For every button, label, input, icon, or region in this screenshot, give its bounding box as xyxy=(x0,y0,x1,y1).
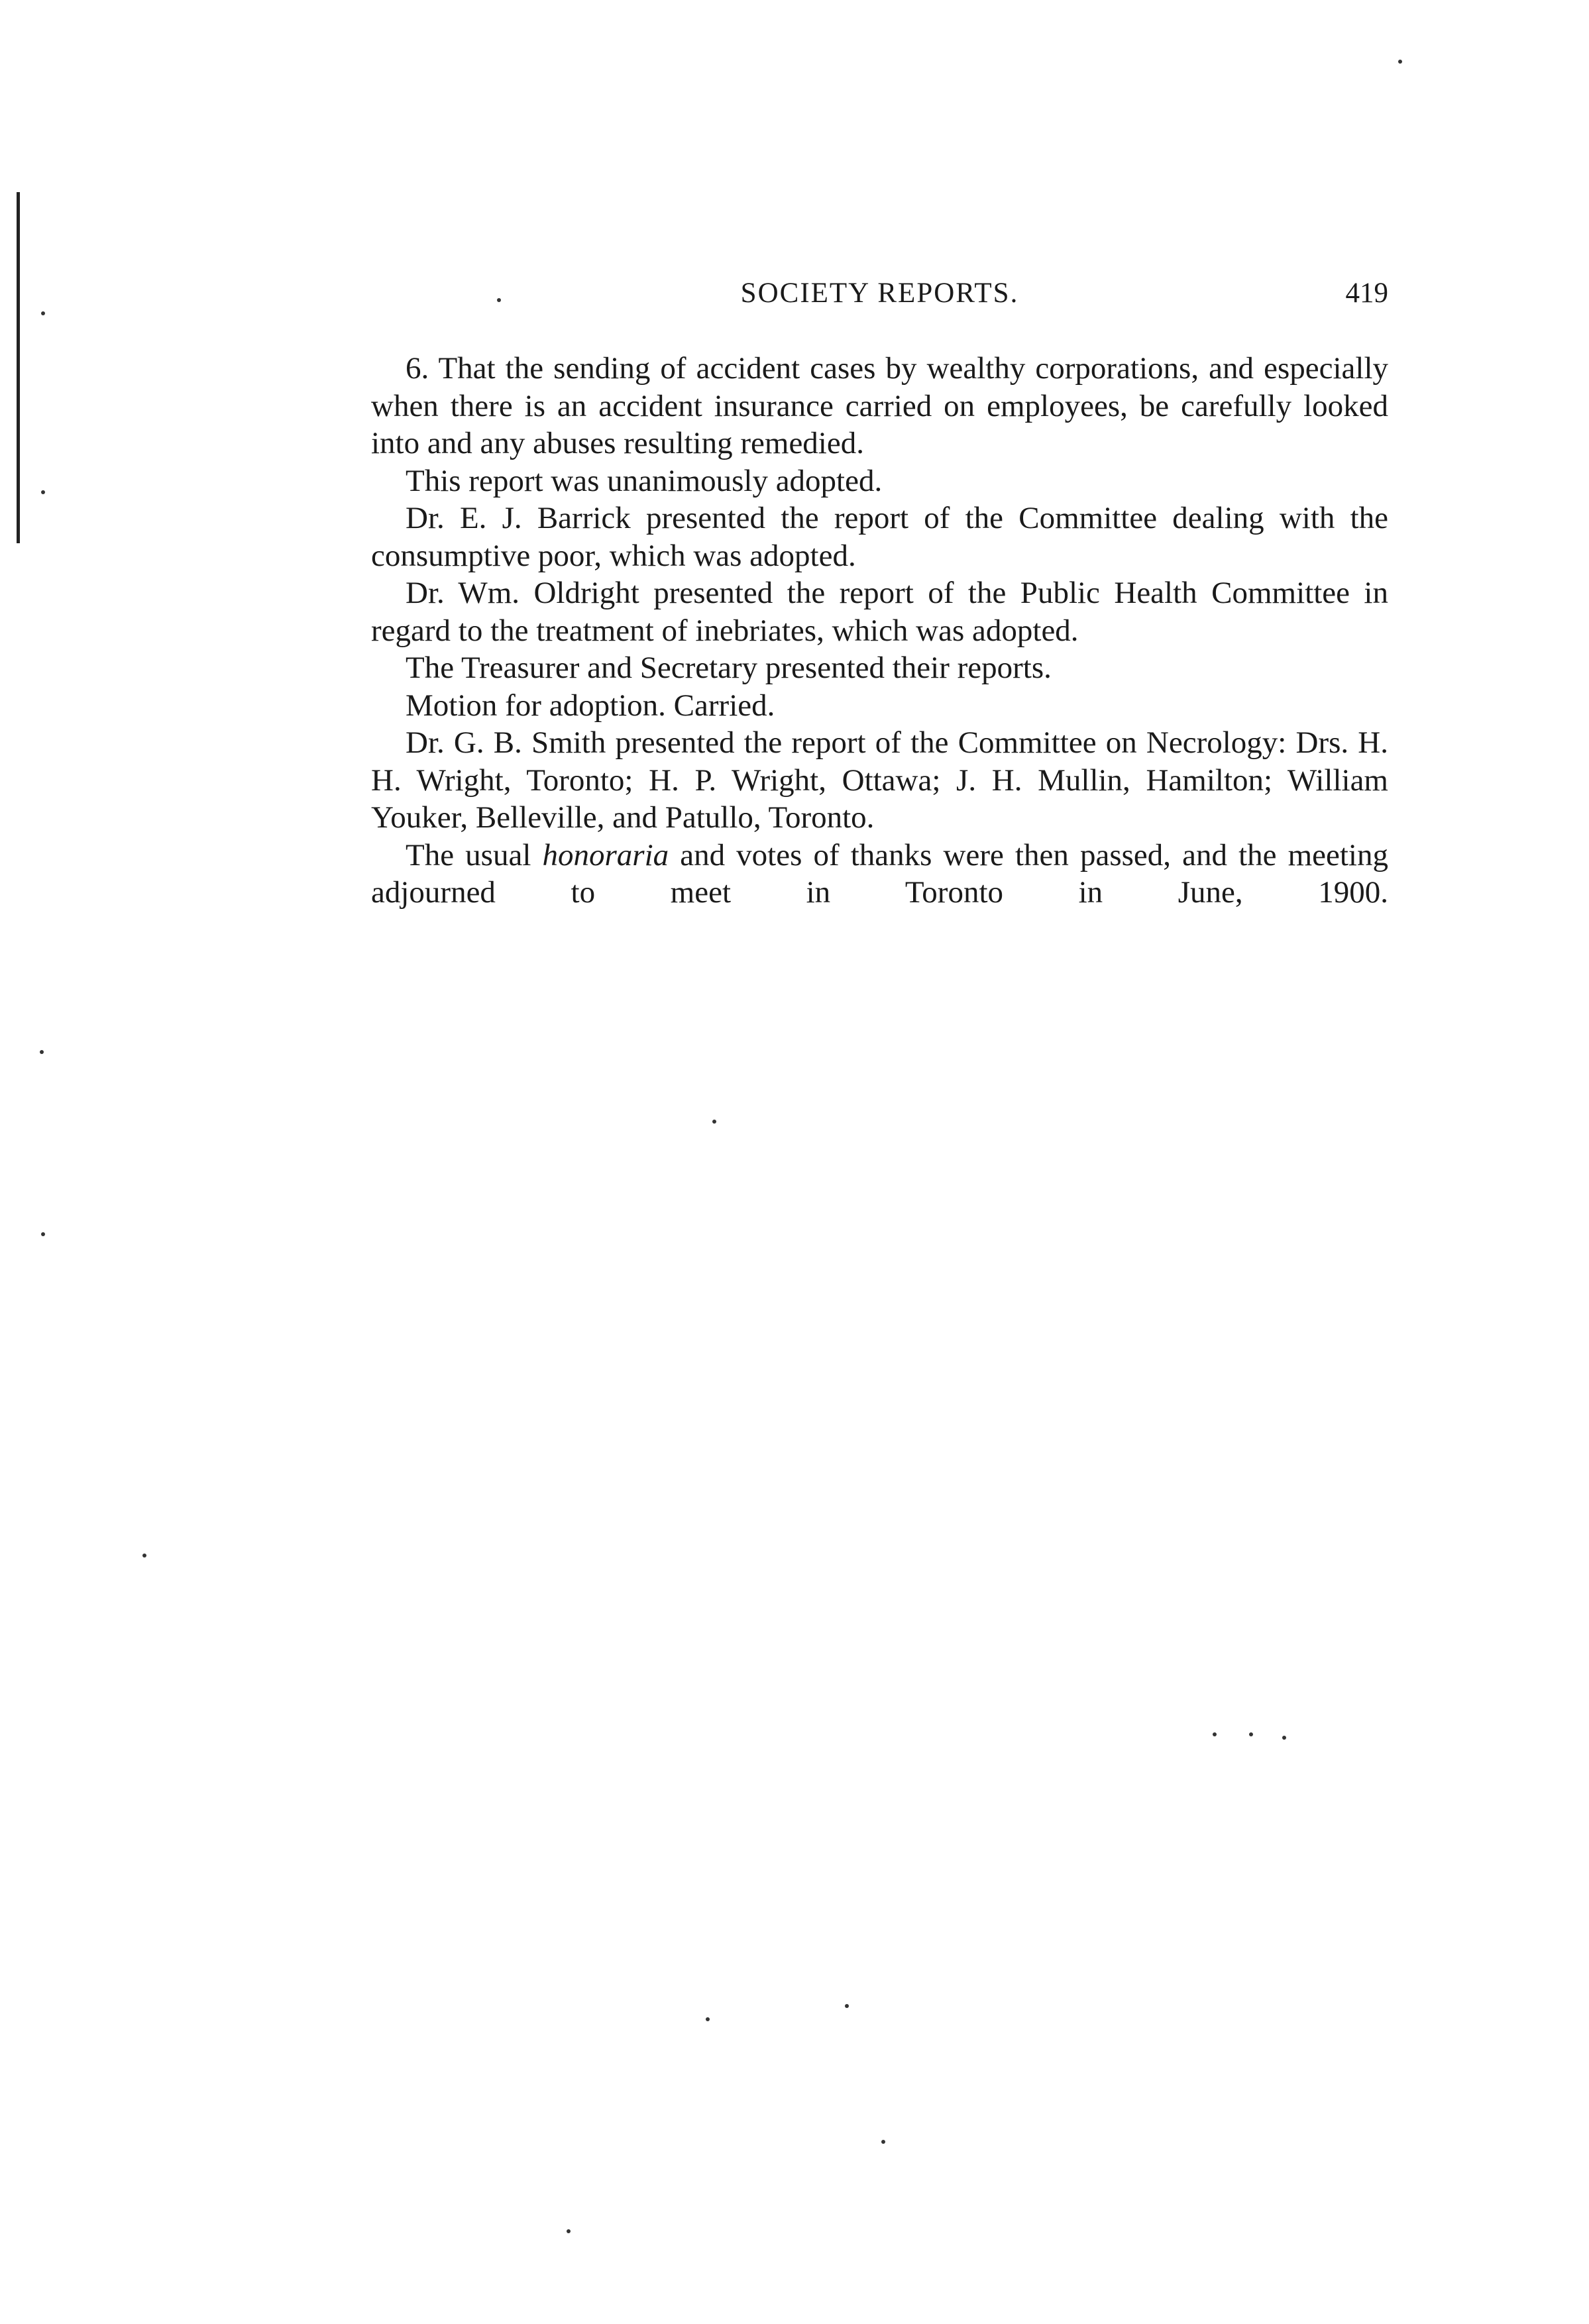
paragraph-barrick-report: Dr. E. J. Barrick presented the report of the Committee dealing with the consumptive poor, which was adopted. xyxy=(371,501,1388,573)
paragraph-necrology-report: Dr. G. B. Smith presented the report of the Committee on Necrology: Drs. H. H. Wright, Toronto; H. P. Wright, Ottawa; J. H. Mullin, Hamilton; William Youker, Belleville, and Patullo, Toronto. xyxy=(371,725,1388,835)
scan-speck xyxy=(1249,1732,1253,1736)
scan-speck xyxy=(845,2004,849,2008)
scan-speck xyxy=(706,2017,710,2021)
scan-speck xyxy=(41,1232,45,1236)
body-text xyxy=(371,350,1388,912)
scan-speck xyxy=(567,2229,571,2233)
scan-speck xyxy=(712,1120,716,1124)
paragraph-closing xyxy=(371,837,1388,912)
scan-speck xyxy=(1282,1736,1286,1740)
closing-text-before: The usual xyxy=(406,837,543,872)
closing-text-after: and votes of thanks were then passed, and the meeting adjourned to meet in Toronto in June, 1900. xyxy=(371,837,1388,910)
scan-speck xyxy=(881,2140,885,2144)
page-number: 419 xyxy=(1345,278,1388,309)
running-title: SOCIETY REPORTS. xyxy=(740,278,1019,309)
paragraph-report-adopted: This report was unanimously adopted. xyxy=(406,463,883,498)
paragraph-motion-carried: Motion for adoption. Carried. xyxy=(406,688,775,723)
scan-speck xyxy=(1213,1732,1217,1736)
paragraph-resolution-6: 6. That the sending of accident cases by wealthy corporations, and especially when there is an accident insurance carried on employees, be carefully looked into and any abuses resulting remedied. xyxy=(371,351,1388,460)
closing-italic-word: honoraria xyxy=(542,837,669,872)
paragraph-oldright-report: Dr. Wm. Oldright presented the report of the Public Health Committee in regard to the treatment of inebriates, which was adopted. xyxy=(371,576,1388,648)
paragraph-treasurer-secretary: The Treasurer and Secretary presented their reports. xyxy=(406,651,1052,685)
running-head xyxy=(371,277,1388,317)
scan-speck xyxy=(41,311,45,315)
binding-margin-mark xyxy=(17,192,20,543)
scan-speck xyxy=(41,490,45,494)
scan-speck xyxy=(1398,60,1402,64)
scan-speck xyxy=(40,1050,44,1054)
scan-speck xyxy=(142,1554,146,1558)
